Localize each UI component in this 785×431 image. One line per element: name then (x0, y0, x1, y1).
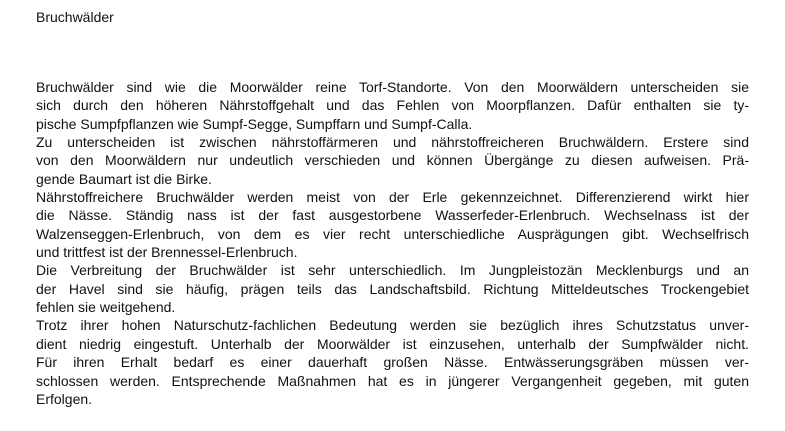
text-line: von den Moorwäldern nur undeutlich verschieden und können Übergänge zu diesen aufweisen. Prä- (36, 152, 749, 169)
document-title: Bruchwälder (36, 9, 114, 25)
text-line: Zu unterscheiden ist zwischen nährstoffärmeren und nährstoffreicheren Bruchwäldern. Erstere sind (36, 134, 749, 151)
text-line: dient niedrig eingestuft. Unterhalb der Moorwälder ist einzusehen, unterhalb der Sumpfwälder nicht. (36, 335, 749, 352)
text-line: Trotz ihrer hohen Naturschutz-fachlichen Bedeutung werden sie bezüglich ihres Schutzstatus unver- (36, 317, 749, 334)
text-line: Bruchwälder sind wie die Moorwälder reine Torf-Standorte. Von den Moorwäldern unterscheiden sie (36, 79, 749, 95)
text-line: Erfolgen. (36, 390, 93, 407)
text-line: Für ihren Erhalt bedarf es einer dauerhaft großen Nässe. Entwässerungsgräben müssen ver- (36, 354, 749, 371)
text-line: pische Sumpfpflanzen wie Sumpf-Segge, Sumpffarn und Sumpf-Calla. (36, 115, 473, 132)
text-line: Nährstoffreichere Bruchwälder werden meist von der Erle gekennzeichnet. Differenzierend wirkt hier (36, 189, 749, 206)
text-line: Walzenseggen-Erlenbruch, von dem es vier recht unterschiedliche Ausprägungen gibt. Wechselfrisch (36, 225, 749, 242)
document-body (36, 78, 749, 408)
text-line: die Nässe. Ständig nass ist der fast ausgestorbene Wasserfeder-Erlenbruch. Wechselnass ist der (36, 207, 749, 224)
text-line: sich durch den höheren Nährstoffgehalt und das Fehlen von Moorpflanzen. Dafür enthalten sie ty- (36, 97, 749, 114)
text-line: fehlen sie weitgehend. (36, 299, 176, 316)
text-line: gende Baumart ist die Birke. (36, 170, 212, 187)
text-line: Die Verbreitung der Bruchwälder ist sehr unterschiedlich. Im Jungpleistozän Mecklenburgs und an (36, 262, 749, 279)
text-line: der Havel sind sie häufig, prägen teils das Landschaftsbild. Richtung Mitteldeutsches Trockengebiet (36, 280, 749, 297)
text-line: und trittfest ist der Brennessel-Erlenbruch. (36, 244, 298, 261)
text-line: schlossen werden. Entsprechende Maßnahmen hat es in jüngerer Vergangenheit gegeben, mit guten (36, 372, 749, 389)
